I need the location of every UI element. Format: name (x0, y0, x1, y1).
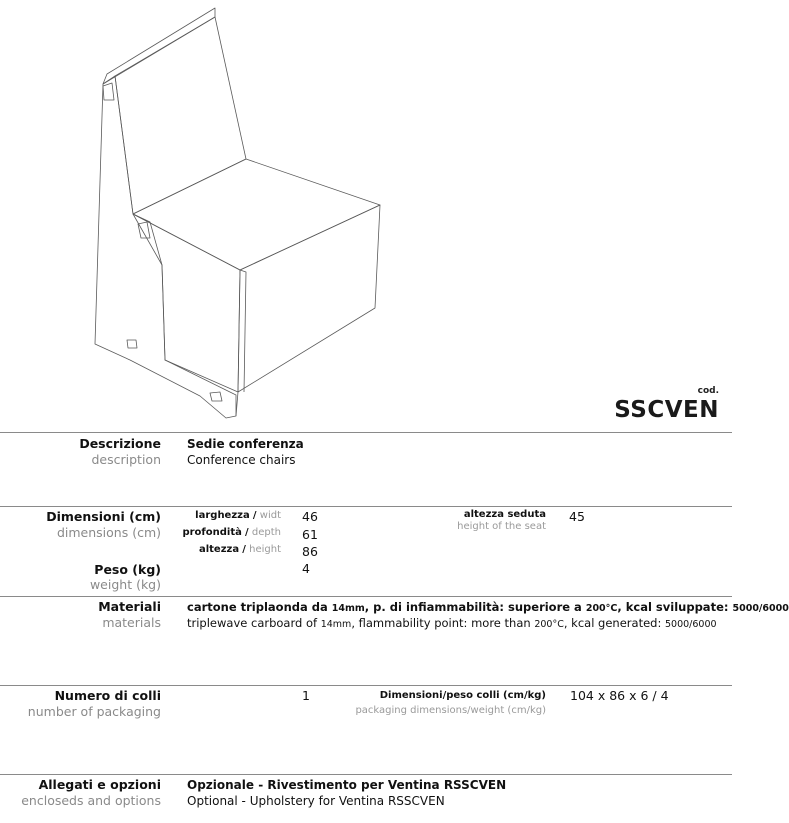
seat-height-label-en: height of the seat (457, 521, 546, 532)
chair-backrest-front (115, 17, 246, 214)
weight-value: 4 (302, 561, 310, 576)
height-value: 86 (302, 544, 318, 559)
options-value: Opzionale - Rivestimento per Ventina RSSCVEN (187, 778, 507, 792)
seat-height-value: 45 (569, 509, 585, 524)
product-code-label: cod. (697, 386, 719, 396)
description-label-en: description (91, 452, 161, 467)
dimensions-label: Dimensioni (cm) (46, 509, 161, 524)
divider (0, 506, 732, 507)
weight-label: Peso (kg) (94, 562, 161, 577)
description-value: Sedie conferenza (187, 437, 304, 451)
depth-label: profondità / depth (182, 527, 281, 538)
weight-label-en: weight (kg) (89, 577, 161, 592)
divider (0, 432, 732, 433)
width-label: larghezza / widt (195, 510, 281, 521)
materials-label-en: materials (102, 615, 161, 630)
materials-value: cartone triplaonda da 14mm, p. di infiammabilità: superiore a 200°C, kcal sviluppate: 5000/6000 (187, 600, 789, 614)
chair-front-left (133, 214, 240, 392)
packaging-label: Numero di colli (54, 688, 161, 703)
description-label: Descrizione (79, 436, 161, 451)
chair-illustration (0, 0, 732, 430)
product-code: SSCVEN (614, 397, 719, 423)
seat-height-label: altezza seduta (463, 509, 546, 520)
chair-front-right (238, 205, 380, 392)
materials-value-en: triplewave carboard of 14mm, flammability point: more than 200°C, kcal generated: 5000/6000 (187, 616, 717, 630)
options-label-en: encloseds and options (21, 793, 161, 808)
packaging-dims-label-en: packaging dimensions/weight (cm/kg) (355, 705, 546, 716)
description-value-en: Conference chairs (187, 453, 296, 467)
packaging-dims-label: Dimensioni/peso colli (cm/kg) (379, 690, 546, 701)
chair-backrest-top (103, 8, 215, 84)
options-label: Allegati e opzioni (38, 777, 161, 792)
options-value-en: Optional - Upholstery for Ventina RSSCVEN (187, 794, 445, 808)
divider (0, 596, 732, 597)
chair-left-side (95, 76, 236, 418)
packaging-count: 1 (302, 688, 310, 703)
divider (0, 774, 732, 775)
chair-seat-top (133, 159, 380, 270)
height-label: altezza / height (198, 544, 281, 555)
divider (0, 685, 732, 686)
dimensions-label-en: dimensions (cm) (56, 525, 161, 540)
packaging-dims-value: 104 x 86 x 6 / 4 (570, 688, 669, 703)
width-value: 46 (302, 509, 318, 524)
materials-label: Materiali (98, 599, 161, 614)
depth-value: 61 (302, 527, 318, 542)
packaging-label-en: number of packaging (27, 704, 161, 719)
